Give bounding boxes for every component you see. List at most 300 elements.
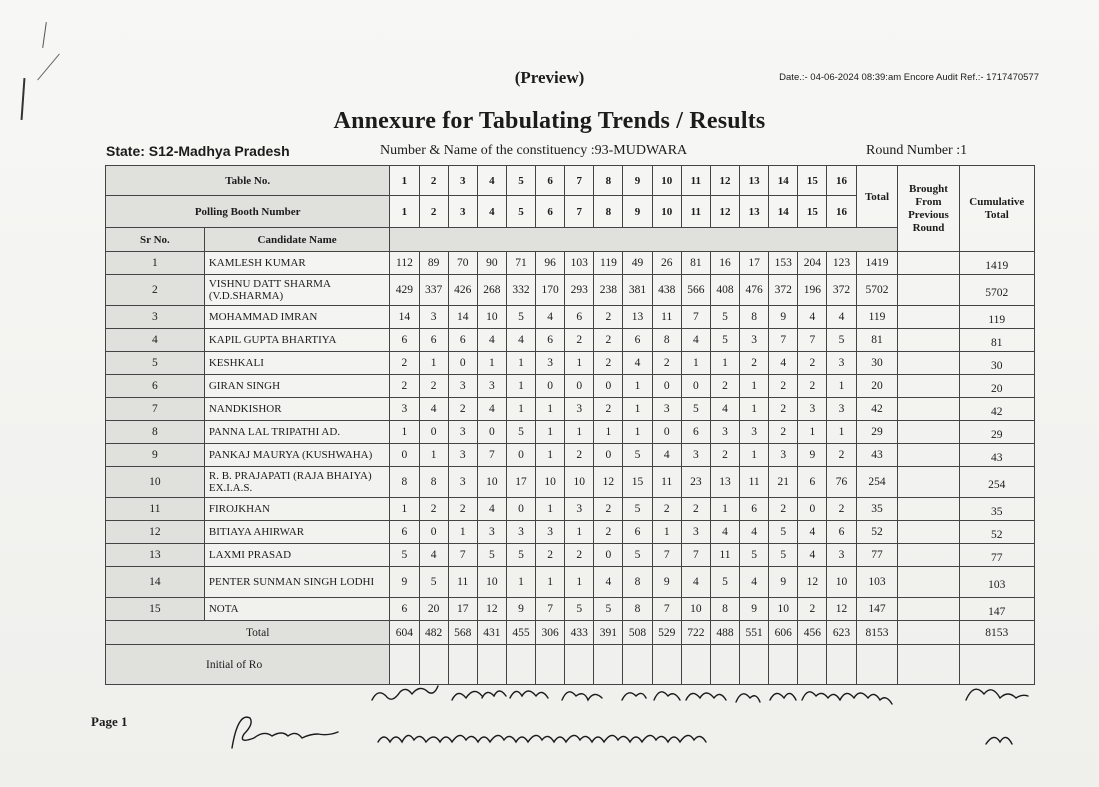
vote-count-cell: 9 [740, 598, 769, 621]
vote-count-cell: 4 [681, 329, 710, 352]
vote-count-cell: 170 [536, 275, 565, 306]
vote-count-cell: 1 [681, 352, 710, 375]
row-total-cell: 52 [856, 521, 898, 544]
vote-count-cell: 3 [652, 398, 681, 421]
grand-total-cell: 8153 [856, 621, 898, 645]
initial-signature-cell [594, 645, 623, 685]
candidate-row [106, 544, 1035, 567]
vote-count-cell: 1 [536, 444, 565, 467]
pen-mark [42, 22, 47, 48]
candidate-name-header: Candidate Name [204, 228, 390, 252]
vote-count-cell: 1 [623, 421, 652, 444]
row-total-cell: 81 [856, 329, 898, 352]
vote-count-cell: 1 [536, 567, 565, 598]
vote-count-cell: 10 [827, 567, 856, 598]
vote-count-cell: 1 [623, 398, 652, 421]
candidate-name-cell: KESHKALI [204, 352, 390, 375]
brought-forward-cell [898, 275, 959, 306]
vote-count-cell: 14 [390, 306, 419, 329]
initial-signature-cell [959, 645, 1034, 685]
candidate-name-cell: BITIAYA AHIRWAR [204, 521, 390, 544]
vote-count-cell: 1 [448, 521, 477, 544]
cumulative-total-cell: 42 [959, 398, 1034, 421]
brought-forward-cell [898, 398, 959, 421]
vote-count-cell: 11 [710, 544, 739, 567]
vote-count-cell: 5 [506, 306, 535, 329]
vote-count-cell: 6 [565, 306, 594, 329]
vote-count-cell: 9 [798, 444, 827, 467]
vote-count-cell: 3 [565, 498, 594, 521]
vote-count-cell: 0 [448, 352, 477, 375]
vote-count-cell: 3 [448, 444, 477, 467]
cumulative-total-cell: 29 [959, 421, 1034, 444]
state-label: State: S12-Madhya Pradesh [106, 143, 290, 159]
candidate-name-cell: NANDKISHOR [204, 398, 390, 421]
booth-number-cell: 13 [740, 196, 769, 228]
booth-number-cell: 7 [565, 196, 594, 228]
candidate-name-cell: KAMLESH KUMAR [204, 252, 390, 275]
table-number-cell: 4 [477, 166, 506, 196]
candidate-name-cell: FIROJKHAN [204, 498, 390, 521]
brought-forward-cell [898, 252, 959, 275]
row-total-cell: 103 [856, 567, 898, 598]
sr-no-cell: 5 [106, 352, 205, 375]
vote-count-cell: 1 [390, 498, 419, 521]
vote-count-cell: 4 [798, 521, 827, 544]
vote-count-cell: 4 [419, 398, 448, 421]
vote-count-cell: 11 [652, 306, 681, 329]
brought-forward-cell [898, 444, 959, 467]
cumulative-total-cell: 119 [959, 306, 1034, 329]
vote-count-cell: 2 [798, 598, 827, 621]
row-total-cell: 77 [856, 544, 898, 567]
vote-count-cell: 1 [390, 421, 419, 444]
vote-count-cell: 7 [477, 444, 506, 467]
candidate-name-cell: PENTER SUNMAN SINGH LODHI [204, 567, 390, 598]
vote-count-cell: 2 [448, 398, 477, 421]
candidate-name-cell: GIRAN SINGH [204, 375, 390, 398]
vote-count-cell: 1 [827, 375, 856, 398]
cumulative-total-cell: 30 [959, 352, 1034, 375]
initial-signature-cell [390, 645, 419, 685]
vote-count-cell: 2 [798, 352, 827, 375]
row-total-cell: 43 [856, 444, 898, 467]
vote-count-cell: 5 [623, 498, 652, 521]
vote-count-cell: 2 [594, 498, 623, 521]
vote-count-cell: 2 [565, 329, 594, 352]
table-number-cell: 10 [652, 166, 681, 196]
vote-count-cell: 2 [652, 498, 681, 521]
vote-count-cell: 3 [681, 444, 710, 467]
candidate-row [106, 467, 1035, 498]
vote-count-cell: 2 [594, 521, 623, 544]
row-total-cell: 20 [856, 375, 898, 398]
vote-count-cell: 70 [448, 252, 477, 275]
initial-signature-cell [565, 645, 594, 685]
vote-count-cell: 153 [769, 252, 798, 275]
vote-count-cell: 3 [536, 521, 565, 544]
vote-count-cell: 2 [769, 421, 798, 444]
vote-count-cell: 9 [390, 567, 419, 598]
booth-number-cell: 9 [623, 196, 652, 228]
vote-count-cell: 4 [769, 352, 798, 375]
vote-count-cell: 476 [740, 275, 769, 306]
brought-forward-cell [898, 567, 959, 598]
initial-signature-cell [898, 645, 959, 685]
booth-number-cell: 10 [652, 196, 681, 228]
initial-signature-cell [477, 645, 506, 685]
vote-count-cell: 2 [798, 375, 827, 398]
vote-count-cell: 6 [419, 329, 448, 352]
vote-count-cell: 8 [390, 467, 419, 498]
preview-label: (Preview) [514, 68, 585, 87]
vote-count-cell: 3 [448, 421, 477, 444]
vote-count-cell: 5 [769, 544, 798, 567]
table-number-cell: 1 [390, 166, 419, 196]
row-total-cell: 42 [856, 398, 898, 421]
vote-count-cell: 4 [827, 306, 856, 329]
constituency-label: Number & Name of the constituency :93-MUDWARA [380, 143, 688, 158]
vote-count-cell: 3 [477, 521, 506, 544]
initial-row [106, 645, 1035, 685]
cumulative-total-cell: 103 [959, 567, 1034, 598]
vote-count-cell: 7 [681, 306, 710, 329]
booth-number-cell: 15 [798, 196, 827, 228]
vote-count-cell: 0 [477, 421, 506, 444]
vote-count-cell: 3 [419, 306, 448, 329]
vote-count-cell: 9 [652, 567, 681, 598]
vote-count-cell: 7 [798, 329, 827, 352]
sr-no-cell: 12 [106, 521, 205, 544]
candidate-row [106, 421, 1035, 444]
table-number-cell: 13 [740, 166, 769, 196]
cumulative-total-cell: 1419 [959, 252, 1034, 275]
vote-count-cell: 2 [565, 544, 594, 567]
vote-count-cell: 6 [623, 329, 652, 352]
vote-count-cell: 5 [710, 329, 739, 352]
initial-label: Initial of Ro [106, 645, 390, 685]
booth-number-cell: 12 [710, 196, 739, 228]
table-number-cell: 3 [448, 166, 477, 196]
vote-count-cell: 1 [536, 498, 565, 521]
vote-count-cell: 2 [652, 352, 681, 375]
booth-total-cell: 431 [477, 621, 506, 645]
vote-count-cell: 0 [594, 375, 623, 398]
vote-count-cell: 89 [419, 252, 448, 275]
vote-count-cell: 1 [652, 521, 681, 544]
vote-count-cell: 408 [710, 275, 739, 306]
vote-count-cell: 8 [740, 306, 769, 329]
vote-count-cell: 6 [536, 329, 565, 352]
vote-count-cell: 5 [740, 544, 769, 567]
row-total-cell: 30 [856, 352, 898, 375]
vote-count-cell: 1 [740, 398, 769, 421]
table-number-cell: 6 [536, 166, 565, 196]
booth-number-cell: 5 [506, 196, 535, 228]
brought-forward-cell [898, 306, 959, 329]
vote-count-cell: 7 [448, 544, 477, 567]
vote-count-cell: 12 [477, 598, 506, 621]
vote-count-cell: 9 [506, 598, 535, 621]
vote-count-cell: 2 [594, 306, 623, 329]
vote-count-cell: 4 [536, 306, 565, 329]
vote-count-cell: 0 [681, 375, 710, 398]
initial-signature-cell [536, 645, 565, 685]
vote-count-cell: 1 [565, 352, 594, 375]
vote-count-cell: 0 [419, 421, 448, 444]
total-header: Total [856, 166, 898, 228]
booth-total-cell: 606 [769, 621, 798, 645]
vote-count-cell: 7 [681, 544, 710, 567]
initial-signature-cell [419, 645, 448, 685]
vote-count-cell: 3 [448, 375, 477, 398]
vote-count-cell: 426 [448, 275, 477, 306]
booth-total-cell: 722 [681, 621, 710, 645]
cumulative-grand-total-cell: 8153 [959, 621, 1034, 645]
candidate-name-cell: NOTA [204, 598, 390, 621]
booth-number-cell: 14 [769, 196, 798, 228]
vote-count-cell: 17 [506, 467, 535, 498]
vote-count-cell: 8 [623, 567, 652, 598]
vote-count-cell: 268 [477, 275, 506, 306]
results-table [105, 165, 1035, 685]
vote-count-cell: 372 [769, 275, 798, 306]
table-number-cell: 9 [623, 166, 652, 196]
vote-count-cell: 17 [448, 598, 477, 621]
initial-signature-cell [652, 645, 681, 685]
vote-count-cell: 23 [681, 467, 710, 498]
header-blank-cell [390, 228, 898, 252]
vote-count-cell: 14 [448, 306, 477, 329]
vote-count-cell: 2 [769, 498, 798, 521]
vote-count-cell: 566 [681, 275, 710, 306]
vote-count-cell: 1 [419, 444, 448, 467]
vote-count-cell: 2 [594, 398, 623, 421]
cumulative-total-cell: 5702 [959, 275, 1034, 306]
brought-forward-header: Brought From Previous Round [898, 166, 959, 252]
vote-count-cell: 0 [419, 521, 448, 544]
vote-count-cell: 1 [740, 444, 769, 467]
candidate-row [106, 598, 1035, 621]
initial-signature-cell [856, 645, 898, 685]
vote-count-cell: 2 [740, 352, 769, 375]
sr-no-cell: 7 [106, 398, 205, 421]
vote-count-cell: 6 [390, 521, 419, 544]
vote-count-cell: 4 [652, 444, 681, 467]
initial-signature-cell [506, 645, 535, 685]
vote-count-cell: 332 [506, 275, 535, 306]
booth-total-cell: 482 [419, 621, 448, 645]
vote-count-cell: 3 [710, 421, 739, 444]
sr-no-header: Sr No. [106, 228, 205, 252]
vote-count-cell: 96 [536, 252, 565, 275]
table-number-cell: 12 [710, 166, 739, 196]
vote-count-cell: 4 [740, 521, 769, 544]
vote-count-cell: 293 [565, 275, 594, 306]
vote-count-cell: 4 [623, 352, 652, 375]
total-brought-forward-cell [898, 621, 959, 645]
vote-count-cell: 5 [506, 421, 535, 444]
vote-count-cell: 204 [798, 252, 827, 275]
vote-count-cell: 6 [827, 521, 856, 544]
cumulative-total-cell: 77 [959, 544, 1034, 567]
vote-count-cell: 1 [477, 352, 506, 375]
booth-total-cell: 456 [798, 621, 827, 645]
vote-count-cell: 2 [594, 329, 623, 352]
vote-count-cell: 429 [390, 275, 419, 306]
table-number-cell: 7 [565, 166, 594, 196]
vote-count-cell: 5 [594, 598, 623, 621]
vote-count-cell: 3 [827, 398, 856, 421]
vote-count-cell: 8 [652, 329, 681, 352]
vote-count-cell: 0 [506, 498, 535, 521]
brought-forward-cell [898, 421, 959, 444]
vote-count-cell: 6 [390, 329, 419, 352]
table-number-cell: 2 [419, 166, 448, 196]
booth-total-cell: 568 [448, 621, 477, 645]
vote-count-cell: 7 [769, 329, 798, 352]
polling-booth-header: Polling Booth Number [106, 196, 390, 228]
column-label-row [106, 228, 1035, 252]
vote-count-cell: 4 [798, 306, 827, 329]
vote-count-cell: 1 [506, 375, 535, 398]
vote-count-cell: 372 [827, 275, 856, 306]
vote-count-cell: 0 [565, 375, 594, 398]
cumulative-total-cell: 52 [959, 521, 1034, 544]
vote-count-cell: 119 [594, 252, 623, 275]
vote-count-cell: 6 [448, 329, 477, 352]
vote-count-cell: 0 [798, 498, 827, 521]
vote-count-cell: 2 [710, 444, 739, 467]
vote-count-cell: 2 [419, 375, 448, 398]
vote-count-cell: 10 [477, 567, 506, 598]
brought-forward-cell [898, 598, 959, 621]
page-title: Annexure for Tabulating Trends / Results [333, 108, 766, 134]
vote-count-cell: 4 [594, 567, 623, 598]
vote-count-cell: 3 [448, 467, 477, 498]
vote-count-cell: 6 [623, 521, 652, 544]
vote-count-cell: 20 [419, 598, 448, 621]
vote-count-cell: 26 [652, 252, 681, 275]
vote-count-cell: 12 [827, 598, 856, 621]
vote-count-cell: 49 [623, 252, 652, 275]
vote-count-cell: 1 [623, 375, 652, 398]
candidate-name-cell: KAPIL GUPTA BHARTIYA [204, 329, 390, 352]
vote-count-cell: 381 [623, 275, 652, 306]
vote-count-cell: 2 [594, 352, 623, 375]
vote-count-cell: 8 [710, 598, 739, 621]
total-row [106, 621, 1035, 645]
vote-count-cell: 90 [477, 252, 506, 275]
table-number-cell: 16 [827, 166, 856, 196]
booth-number-cell: 16 [827, 196, 856, 228]
table-number-cell: 15 [798, 166, 827, 196]
initial-signature-cell [710, 645, 739, 685]
vote-count-cell: 1 [798, 421, 827, 444]
booth-number-cell: 4 [477, 196, 506, 228]
booth-total-cell: 508 [623, 621, 652, 645]
vote-count-cell: 4 [710, 521, 739, 544]
row-total-cell: 1419 [856, 252, 898, 275]
table-number-cell: 14 [769, 166, 798, 196]
vote-count-cell: 6 [798, 467, 827, 498]
vote-count-cell: 5 [710, 567, 739, 598]
candidate-row [106, 252, 1035, 275]
vote-count-cell: 2 [419, 498, 448, 521]
initial-signature-cell [798, 645, 827, 685]
candidate-name-cell: R. B. PRAJAPATI (RAJA BHAIYA) EX.I.A.S. [204, 467, 390, 498]
cumulative-total-cell: 35 [959, 498, 1034, 521]
vote-count-cell: 10 [565, 467, 594, 498]
candidate-row [106, 521, 1035, 544]
vote-count-cell: 3 [827, 352, 856, 375]
vote-count-cell: 8 [623, 598, 652, 621]
sr-no-cell: 10 [106, 467, 205, 498]
audit-reference: Date.:- 04-06-2024 08:39:am Encore Audit Ref.:- 1717470577 [779, 72, 1039, 83]
vote-count-cell: 76 [827, 467, 856, 498]
booth-total-cell: 488 [710, 621, 739, 645]
vote-count-cell: 12 [798, 567, 827, 598]
initial-signature-cell [448, 645, 477, 685]
vote-count-cell: 3 [798, 398, 827, 421]
row-total-cell: 5702 [856, 275, 898, 306]
vote-count-cell: 13 [623, 306, 652, 329]
table-number-cell: 5 [506, 166, 535, 196]
vote-count-cell: 2 [769, 375, 798, 398]
candidate-row [106, 375, 1035, 398]
vote-count-cell: 3 [740, 421, 769, 444]
vote-count-cell: 6 [681, 421, 710, 444]
vote-count-cell: 196 [798, 275, 827, 306]
cumulative-total-cell: 254 [959, 467, 1034, 498]
table-number-cell: 11 [681, 166, 710, 196]
row-total-cell: 147 [856, 598, 898, 621]
booth-total-cell: 455 [506, 621, 535, 645]
table-number-cell: 8 [594, 166, 623, 196]
vote-count-cell: 15 [623, 467, 652, 498]
vote-count-cell: 4 [710, 398, 739, 421]
vote-count-cell: 5 [506, 544, 535, 567]
candidate-name-cell: MOHAMMAD IMRAN [204, 306, 390, 329]
brought-forward-cell [898, 467, 959, 498]
sr-no-cell: 15 [106, 598, 205, 621]
booth-total-cell: 433 [565, 621, 594, 645]
vote-count-cell: 4 [798, 544, 827, 567]
vote-count-cell: 10 [769, 598, 798, 621]
vote-count-cell: 16 [710, 252, 739, 275]
candidate-row [106, 398, 1035, 421]
vote-count-cell: 5 [827, 329, 856, 352]
vote-count-cell: 5 [681, 398, 710, 421]
booth-number-cell: 8 [594, 196, 623, 228]
vote-count-cell: 17 [740, 252, 769, 275]
booth-total-cell: 623 [827, 621, 856, 645]
row-total-cell: 254 [856, 467, 898, 498]
sr-no-cell: 11 [106, 498, 205, 521]
vote-count-cell: 2 [536, 544, 565, 567]
vote-count-cell: 3 [477, 375, 506, 398]
candidate-row [106, 444, 1035, 467]
vote-count-cell: 0 [594, 444, 623, 467]
vote-count-cell: 3 [390, 398, 419, 421]
vote-count-cell: 3 [740, 329, 769, 352]
vote-count-cell: 4 [477, 498, 506, 521]
vote-count-cell: 0 [652, 421, 681, 444]
vote-count-cell: 10 [477, 306, 506, 329]
vote-count-cell: 1 [506, 352, 535, 375]
vote-count-cell: 3 [681, 521, 710, 544]
booth-number-cell: 1 [390, 196, 419, 228]
